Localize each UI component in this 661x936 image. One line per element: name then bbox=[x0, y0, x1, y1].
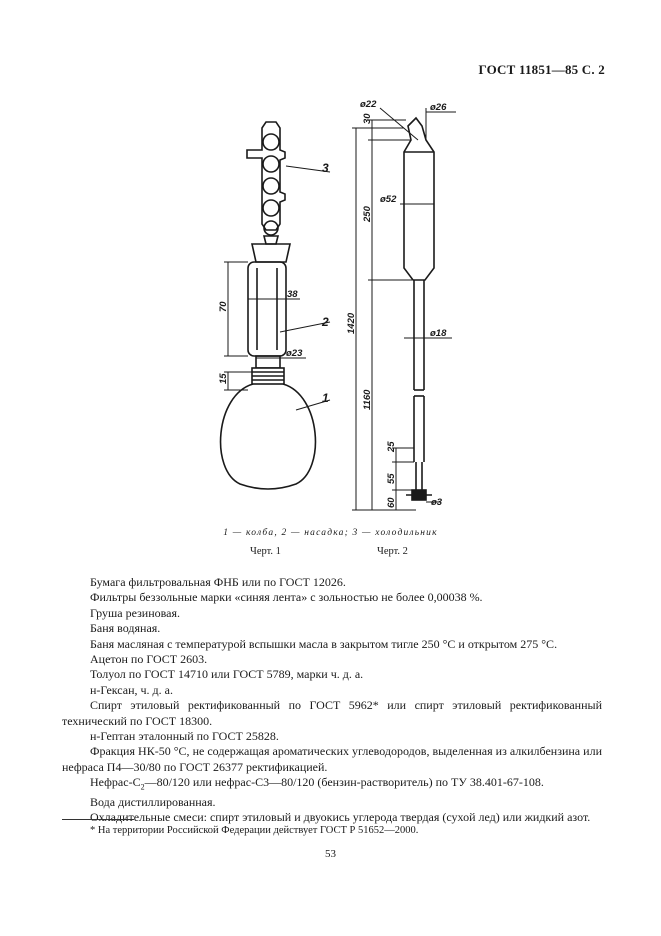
callout-2: 2 bbox=[322, 315, 329, 329]
list-item: Охладительные смеси: спирт этиловый и двуокись углерода твердая (сухой лед) или жидкий азот. bbox=[90, 810, 591, 825]
fig2-dim-diameter-22: ø22 bbox=[360, 99, 377, 110]
fig1-dim-height-70: 70 bbox=[218, 301, 229, 312]
footnote: * На территории Российской Федерации действует ГОСТ Р 51652—2000. bbox=[90, 825, 419, 836]
figure-caption: 1 — колба, 2 — насадка; 3 — холодильник bbox=[223, 528, 438, 538]
page-header: ГОСТ 11851—85 С. 2 bbox=[478, 62, 605, 77]
fig2-dim-diameter-3: ø3 bbox=[431, 497, 443, 508]
figure-1-apparatus bbox=[221, 122, 330, 489]
figure-2-apparatus bbox=[352, 108, 456, 510]
page-number: 53 bbox=[325, 848, 336, 860]
list-item: Баня масляная с температурой вспышки масла в закрытом тигле 250 °С и открытом 275 °С. bbox=[90, 636, 558, 651]
condenser-drawing bbox=[247, 122, 285, 244]
list-item: Ацетон по ГОСТ 2603. bbox=[90, 652, 208, 667]
stopper-drawing bbox=[252, 244, 290, 262]
list-item: Толуол по ГОСТ 14710 или ГОСТ 5789, марки ч. д. а. bbox=[90, 667, 364, 682]
list-item: Груша резиновая. bbox=[90, 605, 180, 620]
fig1-dim-height-15: 15 bbox=[218, 373, 229, 384]
callout-3: 3 bbox=[322, 161, 329, 175]
fig2-dim-height-1160: 1160 bbox=[362, 389, 373, 410]
figure-1-label: Черт. 1 bbox=[250, 546, 281, 557]
footnote-divider bbox=[62, 819, 134, 820]
list-item: Вода дистиллированная. bbox=[90, 795, 216, 810]
list-item: н-Гептан эталонный по ГОСТ 25828. bbox=[90, 729, 279, 744]
nefras-subscript: 2 bbox=[140, 782, 145, 792]
fig2-dim-height-1420: 1420 bbox=[346, 312, 357, 334]
fig1-dim-diameter-23: ø23 bbox=[286, 348, 303, 359]
list-item: Спирт этиловый ректификованный по ГОСТ 5962* или спирт этиловый ректификованный технический по ГОСТ 18300. bbox=[62, 698, 602, 728]
nefras-part-b: —80/120 или нефрас-С3—80/120 (бензин-растворитель) по ТУ 38.401-67-108. bbox=[144, 775, 544, 790]
nefras-part-a: Нефрас-С bbox=[90, 775, 141, 790]
list-item: Фракция НК-50 °С, не содержащая ароматических углеводородов, выделенная из алкилбензина или нефраса П4—30/80 по ГОСТ 26377 ректификацией. bbox=[62, 744, 602, 774]
materials-list bbox=[62, 575, 602, 826]
fig2-dim-diameter-26: ø26 bbox=[430, 102, 447, 113]
fig2-dim-height-55: 55 bbox=[386, 473, 397, 484]
fig2-dim-height-250: 250 bbox=[362, 206, 373, 222]
figure-2-label: Черт. 2 bbox=[377, 546, 408, 557]
fig2-dim-height-25: 25 bbox=[386, 441, 397, 452]
list-item: Фильтры беззольные марки «синяя лента» с зольностью не более 0,00038 %. bbox=[90, 590, 483, 605]
fig2-dim-height-60: 60 bbox=[386, 497, 397, 508]
list-item-nefras bbox=[62, 775, 602, 795]
fig2-dim-diameter-52: ø52 bbox=[380, 194, 397, 205]
list-item: Баня водяная. bbox=[90, 621, 161, 636]
list-item: н-Гексан, ч. д. а. bbox=[90, 682, 173, 697]
fig2-dim-diameter-18: ø18 bbox=[430, 328, 447, 339]
fig1-dim-width-38: 38 bbox=[287, 289, 298, 300]
nozzle-drawing bbox=[248, 262, 286, 368]
flask-drawing bbox=[221, 368, 316, 489]
fig2-dim-height-30: 30 bbox=[362, 113, 373, 124]
list-item: Бумага фильтровальная ФНБ или по ГОСТ 12026. bbox=[90, 575, 346, 589]
callout-1: 1 bbox=[322, 391, 329, 405]
